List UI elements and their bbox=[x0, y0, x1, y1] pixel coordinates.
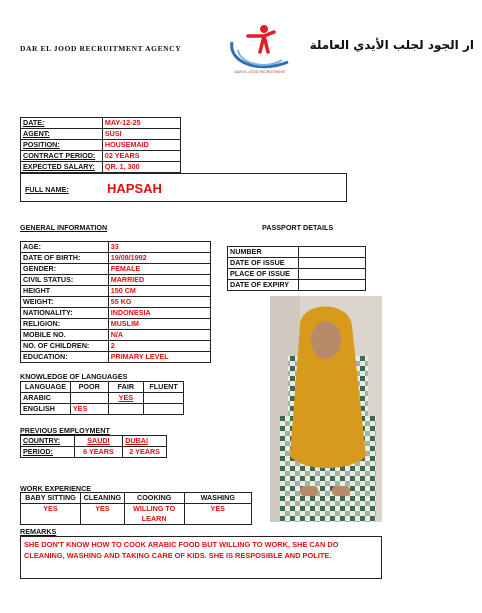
cell bbox=[70, 393, 108, 404]
summary-row bbox=[21, 118, 181, 129]
label: CONTRACT PERIOD: bbox=[21, 151, 103, 162]
agency-name-arabic: ار الجود لجلب الأيدي العاملة bbox=[309, 38, 474, 52]
label: PERIOD: bbox=[21, 447, 75, 458]
photo-face bbox=[311, 321, 341, 359]
summary-row bbox=[21, 140, 181, 151]
candidate-photo bbox=[270, 296, 382, 522]
table-row bbox=[21, 253, 211, 264]
language-name: ENGLISH bbox=[21, 404, 71, 415]
table-row bbox=[21, 264, 211, 275]
cell: YES bbox=[21, 504, 81, 525]
work-experience-table bbox=[20, 492, 252, 525]
cell bbox=[144, 404, 184, 415]
table-row bbox=[228, 269, 366, 280]
label: EXPECTED SALARY: bbox=[21, 162, 103, 173]
value: MUSLIM bbox=[108, 319, 210, 330]
value: PRIMARY LEVEL bbox=[108, 352, 210, 363]
passport-title: PASSPORT DETAILS bbox=[262, 223, 334, 232]
label: POSITION: bbox=[21, 140, 103, 151]
column-header: BABY SITTING bbox=[21, 493, 81, 504]
summary-row bbox=[21, 162, 181, 173]
column-header: FLUENT bbox=[144, 382, 184, 393]
label: MOBILE NO. bbox=[21, 330, 109, 341]
remarks-text: SHE DON'T KNOW HOW TO COOK ARABIC FOOD BUT WILLING TO WORK, SHE CAN DO CLEANING, WASHING AND TAKING CARE OF KIDS. SHE IS RESPOSIBLE AND POLITE. bbox=[24, 540, 339, 560]
column-header: POOR bbox=[70, 382, 108, 393]
label: HEIGHT bbox=[21, 286, 109, 297]
photo-hand-right bbox=[332, 486, 350, 496]
cell: YES bbox=[184, 504, 252, 525]
cell bbox=[144, 393, 184, 404]
value: 19/08/1992 bbox=[108, 253, 210, 264]
value: QR. 1, 300 bbox=[102, 162, 180, 173]
table-row bbox=[21, 447, 167, 458]
label: RELIGION: bbox=[21, 319, 109, 330]
cell: YES bbox=[70, 404, 108, 415]
remarks-title: REMARKS bbox=[20, 527, 57, 536]
table-row bbox=[21, 319, 211, 330]
value bbox=[298, 269, 365, 280]
table-row bbox=[21, 330, 211, 341]
value bbox=[298, 247, 365, 258]
value: 55 KG bbox=[108, 297, 210, 308]
cell: YES bbox=[108, 393, 144, 404]
column-header: LANGUAGE bbox=[21, 382, 71, 393]
value: N/A bbox=[108, 330, 210, 341]
summary-row bbox=[21, 151, 181, 162]
label: COUNTRY: bbox=[21, 436, 75, 447]
label: NATIONALITY: bbox=[21, 308, 109, 319]
full-name-label: FULL NAME: bbox=[25, 185, 69, 194]
remarks-box bbox=[20, 536, 382, 579]
languages-table bbox=[20, 381, 184, 415]
table-row bbox=[21, 275, 211, 286]
column-header: FAIR bbox=[108, 382, 144, 393]
table-row bbox=[21, 404, 184, 415]
previous-employment-title: PREVIOUS EMPLOYMENT bbox=[20, 426, 110, 435]
cell: DUBAI bbox=[123, 436, 167, 447]
cell: 6 YEARS bbox=[74, 447, 123, 458]
value: 33 bbox=[108, 242, 210, 253]
value: SUSI bbox=[102, 129, 180, 140]
table-row bbox=[228, 247, 366, 258]
table-row bbox=[21, 504, 252, 525]
agency-name-english: DAR EL JOOD RECRUITMENT AGENCY bbox=[20, 44, 182, 53]
cell: YES bbox=[80, 504, 124, 525]
table-row bbox=[228, 258, 366, 269]
value bbox=[298, 258, 365, 269]
table-header-row bbox=[21, 493, 252, 504]
value: HOUSEMAID bbox=[102, 140, 180, 151]
table-row bbox=[21, 297, 211, 308]
value: INDONESIA bbox=[108, 308, 210, 319]
table-header-row bbox=[21, 382, 184, 393]
table-row bbox=[21, 436, 167, 447]
summary-table bbox=[20, 117, 181, 173]
table-row bbox=[21, 242, 211, 253]
cell bbox=[108, 404, 144, 415]
value: MAY-12-25 bbox=[102, 118, 180, 129]
table-row bbox=[21, 352, 211, 363]
column-header: CLEANING bbox=[80, 493, 124, 504]
languages-title: KNOWLEDGE OF LANGUAGES bbox=[20, 372, 128, 381]
previous-employment-table bbox=[20, 435, 167, 458]
label: NUMBER bbox=[228, 247, 299, 258]
table-row bbox=[21, 308, 211, 319]
full-name-value: HAPSAH bbox=[107, 181, 162, 196]
language-name: ARABIC bbox=[21, 393, 71, 404]
table-row bbox=[228, 280, 366, 291]
cell: SAUDI bbox=[74, 436, 123, 447]
logo-red-figure bbox=[248, 32, 274, 52]
logo-red-head bbox=[260, 25, 268, 33]
photo-hand-left bbox=[300, 486, 318, 496]
value: 2 bbox=[108, 341, 210, 352]
value bbox=[298, 280, 365, 291]
label: PLACE OF ISSUE bbox=[228, 269, 299, 280]
label: NO. OF CHILDREN: bbox=[21, 341, 109, 352]
label: GENDER: bbox=[21, 264, 109, 275]
label: DATE OF EXPIRY bbox=[228, 280, 299, 291]
table-row bbox=[21, 341, 211, 352]
label: WEIGHT: bbox=[21, 297, 109, 308]
general-info-title: GENERAL INFORMATION bbox=[20, 223, 108, 232]
label: CIVIL STATUS: bbox=[21, 275, 109, 286]
table-row bbox=[21, 393, 184, 404]
value: FEMALE bbox=[108, 264, 210, 275]
logo-subtitle: DAR EL JOOD RECRUITMENT bbox=[234, 70, 286, 74]
passport-table bbox=[227, 246, 366, 291]
label: DATE: bbox=[21, 118, 103, 129]
label: EDUCATION: bbox=[21, 352, 109, 363]
value: 150 CM bbox=[108, 286, 210, 297]
work-experience-title: WORK EXPERIENCE bbox=[20, 484, 92, 493]
label: AGE: bbox=[21, 242, 109, 253]
cell: WILLING TO LEARN bbox=[124, 504, 184, 525]
general-info-table bbox=[20, 241, 211, 363]
table-row bbox=[21, 286, 211, 297]
column-header: COOKING bbox=[124, 493, 184, 504]
column-header: WASHING bbox=[184, 493, 252, 504]
value: MARRIED bbox=[108, 275, 210, 286]
value: 02 YEARS bbox=[102, 151, 180, 162]
cell: 2 YEARS bbox=[123, 447, 167, 458]
full-name-box bbox=[20, 173, 347, 202]
summary-row bbox=[21, 129, 181, 140]
label: DATE OF BIRTH: bbox=[21, 253, 109, 264]
label: DATE OF ISSUE bbox=[228, 258, 299, 269]
label: AGENT: bbox=[21, 129, 103, 140]
